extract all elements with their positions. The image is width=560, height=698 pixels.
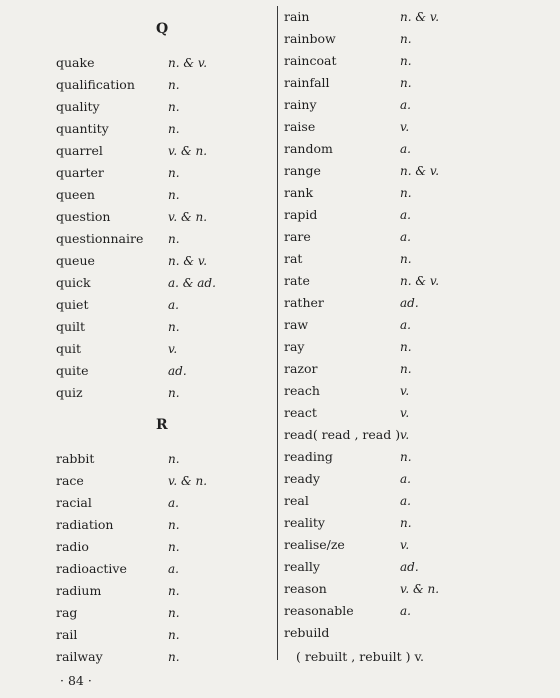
entry-word: quiz bbox=[56, 385, 83, 400]
dictionary-entry bbox=[56, 140, 266, 162]
column-divider bbox=[277, 6, 278, 660]
dictionary-entry bbox=[56, 96, 266, 118]
dictionary-entry bbox=[284, 50, 554, 72]
entry-part-of-speech: n. bbox=[400, 32, 412, 46]
entry-word: random bbox=[284, 141, 333, 156]
entry-word: rather bbox=[284, 295, 324, 310]
entry-part-of-speech: v. bbox=[400, 406, 410, 420]
entry-word: queen bbox=[56, 187, 95, 202]
entry-word: ready bbox=[284, 471, 320, 486]
entry-part-of-speech: n. & v. bbox=[168, 56, 208, 70]
entry-part-of-speech: a. bbox=[400, 318, 411, 332]
entry-word: raise bbox=[284, 119, 316, 134]
entry-part-of-speech: n. & v. bbox=[400, 10, 440, 24]
dictionary-entry bbox=[284, 512, 554, 534]
dictionary-entry bbox=[284, 446, 554, 468]
entry-part-of-speech: a. bbox=[168, 496, 179, 510]
entry-part-of-speech: n. bbox=[400, 516, 412, 530]
entry-word: read( read , read ) bbox=[284, 427, 401, 442]
dictionary-entry bbox=[56, 52, 266, 74]
dictionary-entry bbox=[284, 468, 554, 490]
entry-word: rainy bbox=[284, 97, 317, 112]
entry-part-of-speech: a. bbox=[168, 298, 179, 312]
dictionary-entry bbox=[56, 382, 266, 404]
entry-word: race bbox=[56, 473, 84, 488]
dictionary-entry bbox=[56, 536, 266, 558]
dictionary-entry bbox=[56, 580, 266, 602]
entry-part-of-speech: v. & n. bbox=[168, 474, 208, 488]
entry-word: rate bbox=[284, 273, 310, 288]
dictionary-entry bbox=[284, 380, 554, 402]
dictionary-entry bbox=[56, 206, 266, 228]
dictionary-entry bbox=[56, 514, 266, 536]
entry-part-of-speech: a. bbox=[400, 604, 411, 618]
dictionary-entry bbox=[56, 558, 266, 580]
entry-word: quick bbox=[56, 275, 91, 290]
entry-word: quake bbox=[56, 55, 95, 70]
entry-part-of-speech: n. bbox=[168, 628, 180, 642]
entry-word: quite bbox=[56, 363, 89, 378]
dictionary-entry bbox=[284, 28, 554, 50]
dictionary-entry bbox=[284, 94, 554, 116]
entry-part-of-speech: n. bbox=[168, 518, 180, 532]
dictionary-entry bbox=[284, 314, 554, 336]
entry-word: rainbow bbox=[284, 31, 336, 46]
entry-word: raincoat bbox=[284, 53, 337, 68]
entry-part-of-speech: n. bbox=[400, 362, 412, 376]
entry-part-of-speech: n. & v. bbox=[168, 254, 208, 268]
dictionary-entry bbox=[284, 6, 554, 28]
entry-part-of-speech: n. & v. bbox=[400, 164, 440, 178]
dictionary-entry bbox=[56, 294, 266, 316]
entry-part-of-speech: n. bbox=[168, 188, 180, 202]
entry-word: railway bbox=[56, 649, 103, 664]
entry-part-of-speech: v. & n. bbox=[400, 582, 440, 596]
entry-part-of-speech: ad. bbox=[400, 296, 419, 310]
dictionary-entry bbox=[56, 602, 266, 624]
dictionary-entry bbox=[284, 534, 554, 556]
dictionary-entry bbox=[284, 490, 554, 512]
entry-word: quarrel bbox=[56, 143, 103, 158]
entry-part-of-speech: v. bbox=[400, 428, 410, 442]
entry-word: reading bbox=[284, 449, 333, 464]
entry-word: radiation bbox=[56, 517, 114, 532]
entry-part-of-speech: n. & v. bbox=[400, 274, 440, 288]
entry-word: quit bbox=[56, 341, 82, 356]
page-number: · 84 · bbox=[60, 673, 92, 688]
entry-word: rebuild bbox=[284, 625, 330, 640]
dictionary-entry bbox=[56, 470, 266, 492]
dictionary-entry bbox=[56, 272, 266, 294]
entry-word: radium bbox=[56, 583, 102, 598]
entry-word: realise/ze bbox=[284, 537, 345, 552]
entry-word: queue bbox=[56, 253, 95, 268]
continuation-text: ( rebuilt , rebuilt ) v. bbox=[296, 649, 425, 664]
dictionary-entry bbox=[56, 118, 266, 140]
dictionary-entry bbox=[284, 336, 554, 358]
entry-part-of-speech: n. bbox=[400, 76, 412, 90]
entry-word: real bbox=[284, 493, 309, 508]
entry-part-of-speech: v. & n. bbox=[168, 144, 208, 158]
dictionary-entry bbox=[56, 624, 266, 646]
entry-word: raw bbox=[284, 317, 309, 332]
dictionary-entry bbox=[284, 600, 554, 622]
dictionary-entry bbox=[56, 492, 266, 514]
entry-word: ray bbox=[284, 339, 305, 354]
entry-part-of-speech: ad. bbox=[400, 560, 419, 574]
dictionary-entry bbox=[284, 292, 554, 314]
entry-word: rabbit bbox=[56, 451, 95, 466]
entry-part-of-speech: n. bbox=[168, 386, 180, 400]
entry-part-of-speech: n. bbox=[168, 320, 180, 334]
dictionary-entry bbox=[284, 138, 554, 160]
entry-word: questionnaire bbox=[56, 231, 144, 246]
dictionary-entry bbox=[56, 74, 266, 96]
entry-word: reason bbox=[284, 581, 327, 596]
dictionary-entry bbox=[284, 204, 554, 226]
entry-part-of-speech: n. bbox=[168, 452, 180, 466]
entry-word: racial bbox=[56, 495, 92, 510]
entry-word: reach bbox=[284, 383, 320, 398]
dictionary-entry bbox=[284, 622, 554, 644]
entry-part-of-speech: a. bbox=[400, 98, 411, 112]
entry-part-of-speech: a. bbox=[168, 562, 179, 576]
dictionary-entry bbox=[56, 360, 266, 382]
entry-part-of-speech: n. bbox=[168, 650, 180, 664]
dictionary-entry bbox=[56, 338, 266, 360]
entry-word: really bbox=[284, 559, 320, 574]
continuation-line bbox=[296, 646, 560, 668]
dictionary-entry bbox=[56, 184, 266, 206]
dictionary-entry bbox=[284, 72, 554, 94]
entry-word: rainfall bbox=[284, 75, 330, 90]
entry-part-of-speech: v. bbox=[400, 538, 410, 552]
entry-part-of-speech: n. bbox=[168, 606, 180, 620]
entry-word: rag bbox=[56, 605, 78, 620]
entry-part-of-speech: a. bbox=[400, 142, 411, 156]
entry-part-of-speech: n. bbox=[168, 540, 180, 554]
entry-word: quantity bbox=[56, 121, 109, 136]
dictionary-entry bbox=[56, 316, 266, 338]
entry-word: reality bbox=[284, 515, 325, 530]
entry-part-of-speech: v. bbox=[400, 120, 410, 134]
entry-word: quilt bbox=[56, 319, 86, 334]
dictionary-entry bbox=[284, 248, 554, 270]
entry-word: rail bbox=[56, 627, 78, 642]
dictionary-entry bbox=[284, 182, 554, 204]
dictionary-entry bbox=[56, 646, 266, 668]
entry-word: quiet bbox=[56, 297, 89, 312]
entry-part-of-speech: a. bbox=[400, 494, 411, 508]
entry-part-of-speech: v. bbox=[400, 384, 410, 398]
entry-part-of-speech: a. bbox=[400, 472, 411, 486]
entry-word: quarter bbox=[56, 165, 104, 180]
entry-part-of-speech: v. & n. bbox=[168, 210, 208, 224]
entry-part-of-speech: n. bbox=[168, 100, 180, 114]
entry-word: quality bbox=[56, 99, 100, 114]
dictionary-entry bbox=[284, 402, 554, 424]
dictionary-entry bbox=[284, 226, 554, 248]
entry-word: react bbox=[284, 405, 317, 420]
dictionary-entry bbox=[284, 556, 554, 578]
dictionary-entry bbox=[56, 162, 266, 184]
dictionary-entry bbox=[284, 578, 554, 600]
dictionary-entry bbox=[284, 160, 554, 182]
entry-word: reasonable bbox=[284, 603, 354, 618]
entry-part-of-speech: v. bbox=[168, 342, 178, 356]
entry-part-of-speech: a. & ad. bbox=[168, 276, 216, 290]
entry-word: rare bbox=[284, 229, 311, 244]
dictionary-entry bbox=[56, 448, 266, 470]
entry-part-of-speech: a. bbox=[400, 230, 411, 244]
entry-part-of-speech: n. bbox=[168, 78, 180, 92]
entry-part-of-speech: n. bbox=[168, 232, 180, 246]
entry-word: rank bbox=[284, 185, 314, 200]
dictionary-entry bbox=[284, 358, 554, 380]
entry-part-of-speech: n. bbox=[400, 54, 412, 68]
entry-part-of-speech: n. bbox=[400, 186, 412, 200]
entry-part-of-speech: n. bbox=[168, 584, 180, 598]
entry-word: rat bbox=[284, 251, 303, 266]
entry-part-of-speech: n. bbox=[168, 166, 180, 180]
dictionary-entry bbox=[284, 424, 554, 446]
entry-part-of-speech: n. bbox=[168, 122, 180, 136]
entry-part-of-speech: ad. bbox=[168, 364, 187, 378]
dictionary-entry bbox=[284, 270, 554, 292]
entry-part-of-speech: n. bbox=[400, 340, 412, 354]
section-heading-q: Q bbox=[156, 21, 169, 37]
entry-word: radio bbox=[56, 539, 89, 554]
entry-word: question bbox=[56, 209, 111, 224]
dictionary-entry bbox=[56, 250, 266, 272]
entry-word: qualification bbox=[56, 77, 135, 92]
dictionary-entry bbox=[56, 228, 266, 250]
entry-word: range bbox=[284, 163, 321, 178]
entry-part-of-speech: a. bbox=[400, 208, 411, 222]
entry-part-of-speech: n. bbox=[400, 450, 412, 464]
dictionary-entry bbox=[284, 116, 554, 138]
entry-word: radioactive bbox=[56, 561, 127, 576]
entry-word: rapid bbox=[284, 207, 318, 222]
section-heading-r: R bbox=[156, 417, 168, 433]
entry-part-of-speech: n. bbox=[400, 252, 412, 266]
entry-word: razor bbox=[284, 361, 318, 376]
entry-word: rain bbox=[284, 9, 310, 24]
